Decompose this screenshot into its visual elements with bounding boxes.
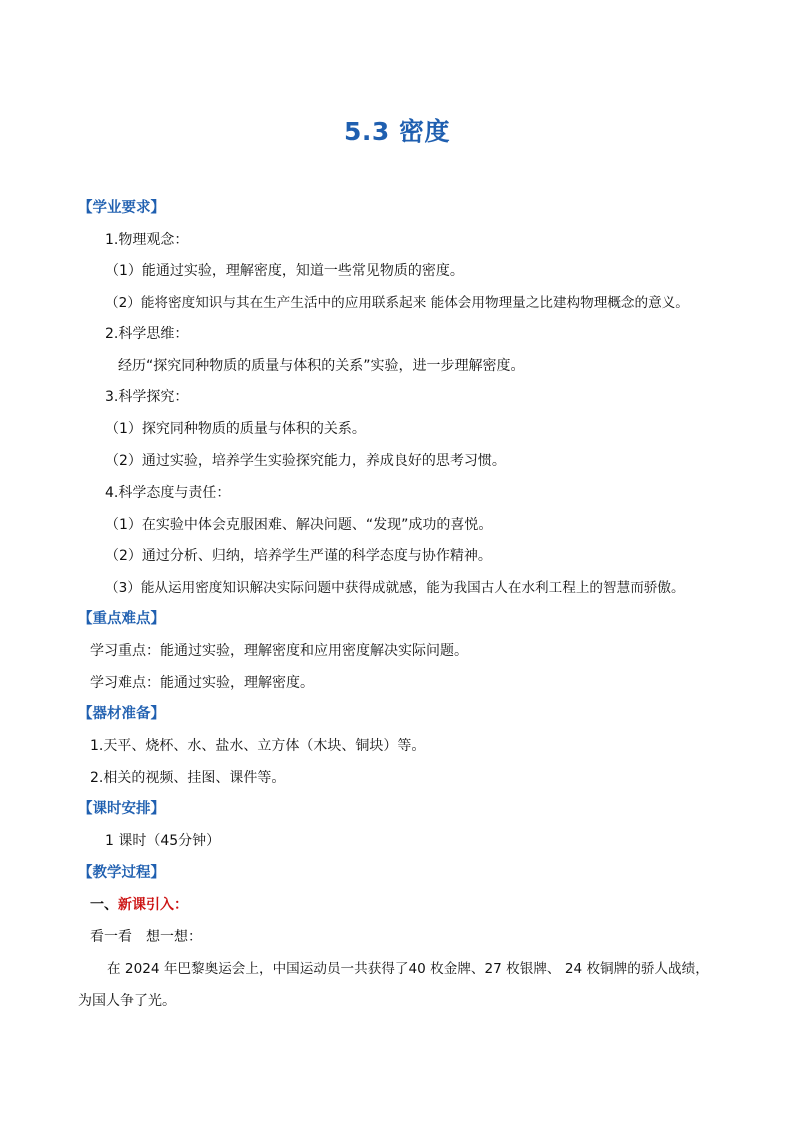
section-heading-process: 【教学过程】	[78, 865, 165, 881]
requirement-line: （1）在实验中体会克服困难、解决问题、“发现”成功的喜悦。	[105, 517, 493, 533]
requirement-line: 3.科学探究：	[105, 389, 189, 405]
material-line: 1.天平、烧杯、水、盐水、立方体（木块、铜块）等。	[90, 738, 426, 754]
section-heading-schedule: 【课时安排】	[78, 801, 165, 817]
requirement-line: （1）能通过实验，理解密度，知道一些常见物质的密度。	[105, 263, 464, 279]
requirement-line: （2）通过分析、归纳，培养学生严谨的科学态度与协作精神。	[105, 548, 492, 564]
requirement-line: （1）探究同种物质的质量与体积的关系。	[105, 421, 366, 437]
intro-prefix: 一、	[90, 897, 118, 913]
page-title: 5.3 密度	[344, 117, 450, 146]
requirement-line: 4.科学态度与责任：	[105, 485, 231, 501]
key-point-line: 学习重点：能通过实验，理解密度和应用密度解决实际问题。	[90, 643, 468, 659]
requirement-line: 经历“探究同种物质的质量与体积的关系”实验，进一步理解密度。	[118, 358, 525, 374]
section-heading-materials: 【器材准备】	[78, 706, 165, 722]
paragraph-line: 在 2024 年巴黎奥运会上，中国运动员一共获得了40 枚金牌、27 枚银牌、 24 枚铜牌的骄人战绩，	[107, 961, 709, 977]
requirement-line: 2.科学思维：	[105, 326, 189, 342]
requirement-line: （2）能将密度知识与其在生产生活中的应用联系起来 能体会用物理量之比建构物理概念的意义。	[105, 295, 689, 311]
material-line: 2.相关的视频、挂图、课件等。	[90, 770, 286, 786]
section-heading-key-points: 【重点难点】	[78, 611, 165, 627]
key-point-line: 学习难点：能通过实验，理解密度。	[90, 675, 314, 691]
requirement-line: （2）通过实验，培养学生实验探究能力，养成良好的思考习惯。	[105, 453, 506, 469]
paragraph-line: 为国人争了光。	[78, 993, 176, 1009]
intro-label: 新课引入：	[118, 897, 188, 913]
intro-heading	[90, 896, 188, 914]
requirement-line: 1.物理观念：	[105, 232, 189, 248]
section-heading-requirements: 【学业要求】	[78, 200, 165, 216]
schedule-line: 1 课时（45分钟）	[105, 833, 221, 849]
requirement-line: （3）能从运用密度知识解决实际问题中获得成就感，能为我国古人在水利工程上的智慧而骄傲。	[105, 580, 685, 596]
look-think-line: 看一看 想一想：	[90, 929, 202, 945]
